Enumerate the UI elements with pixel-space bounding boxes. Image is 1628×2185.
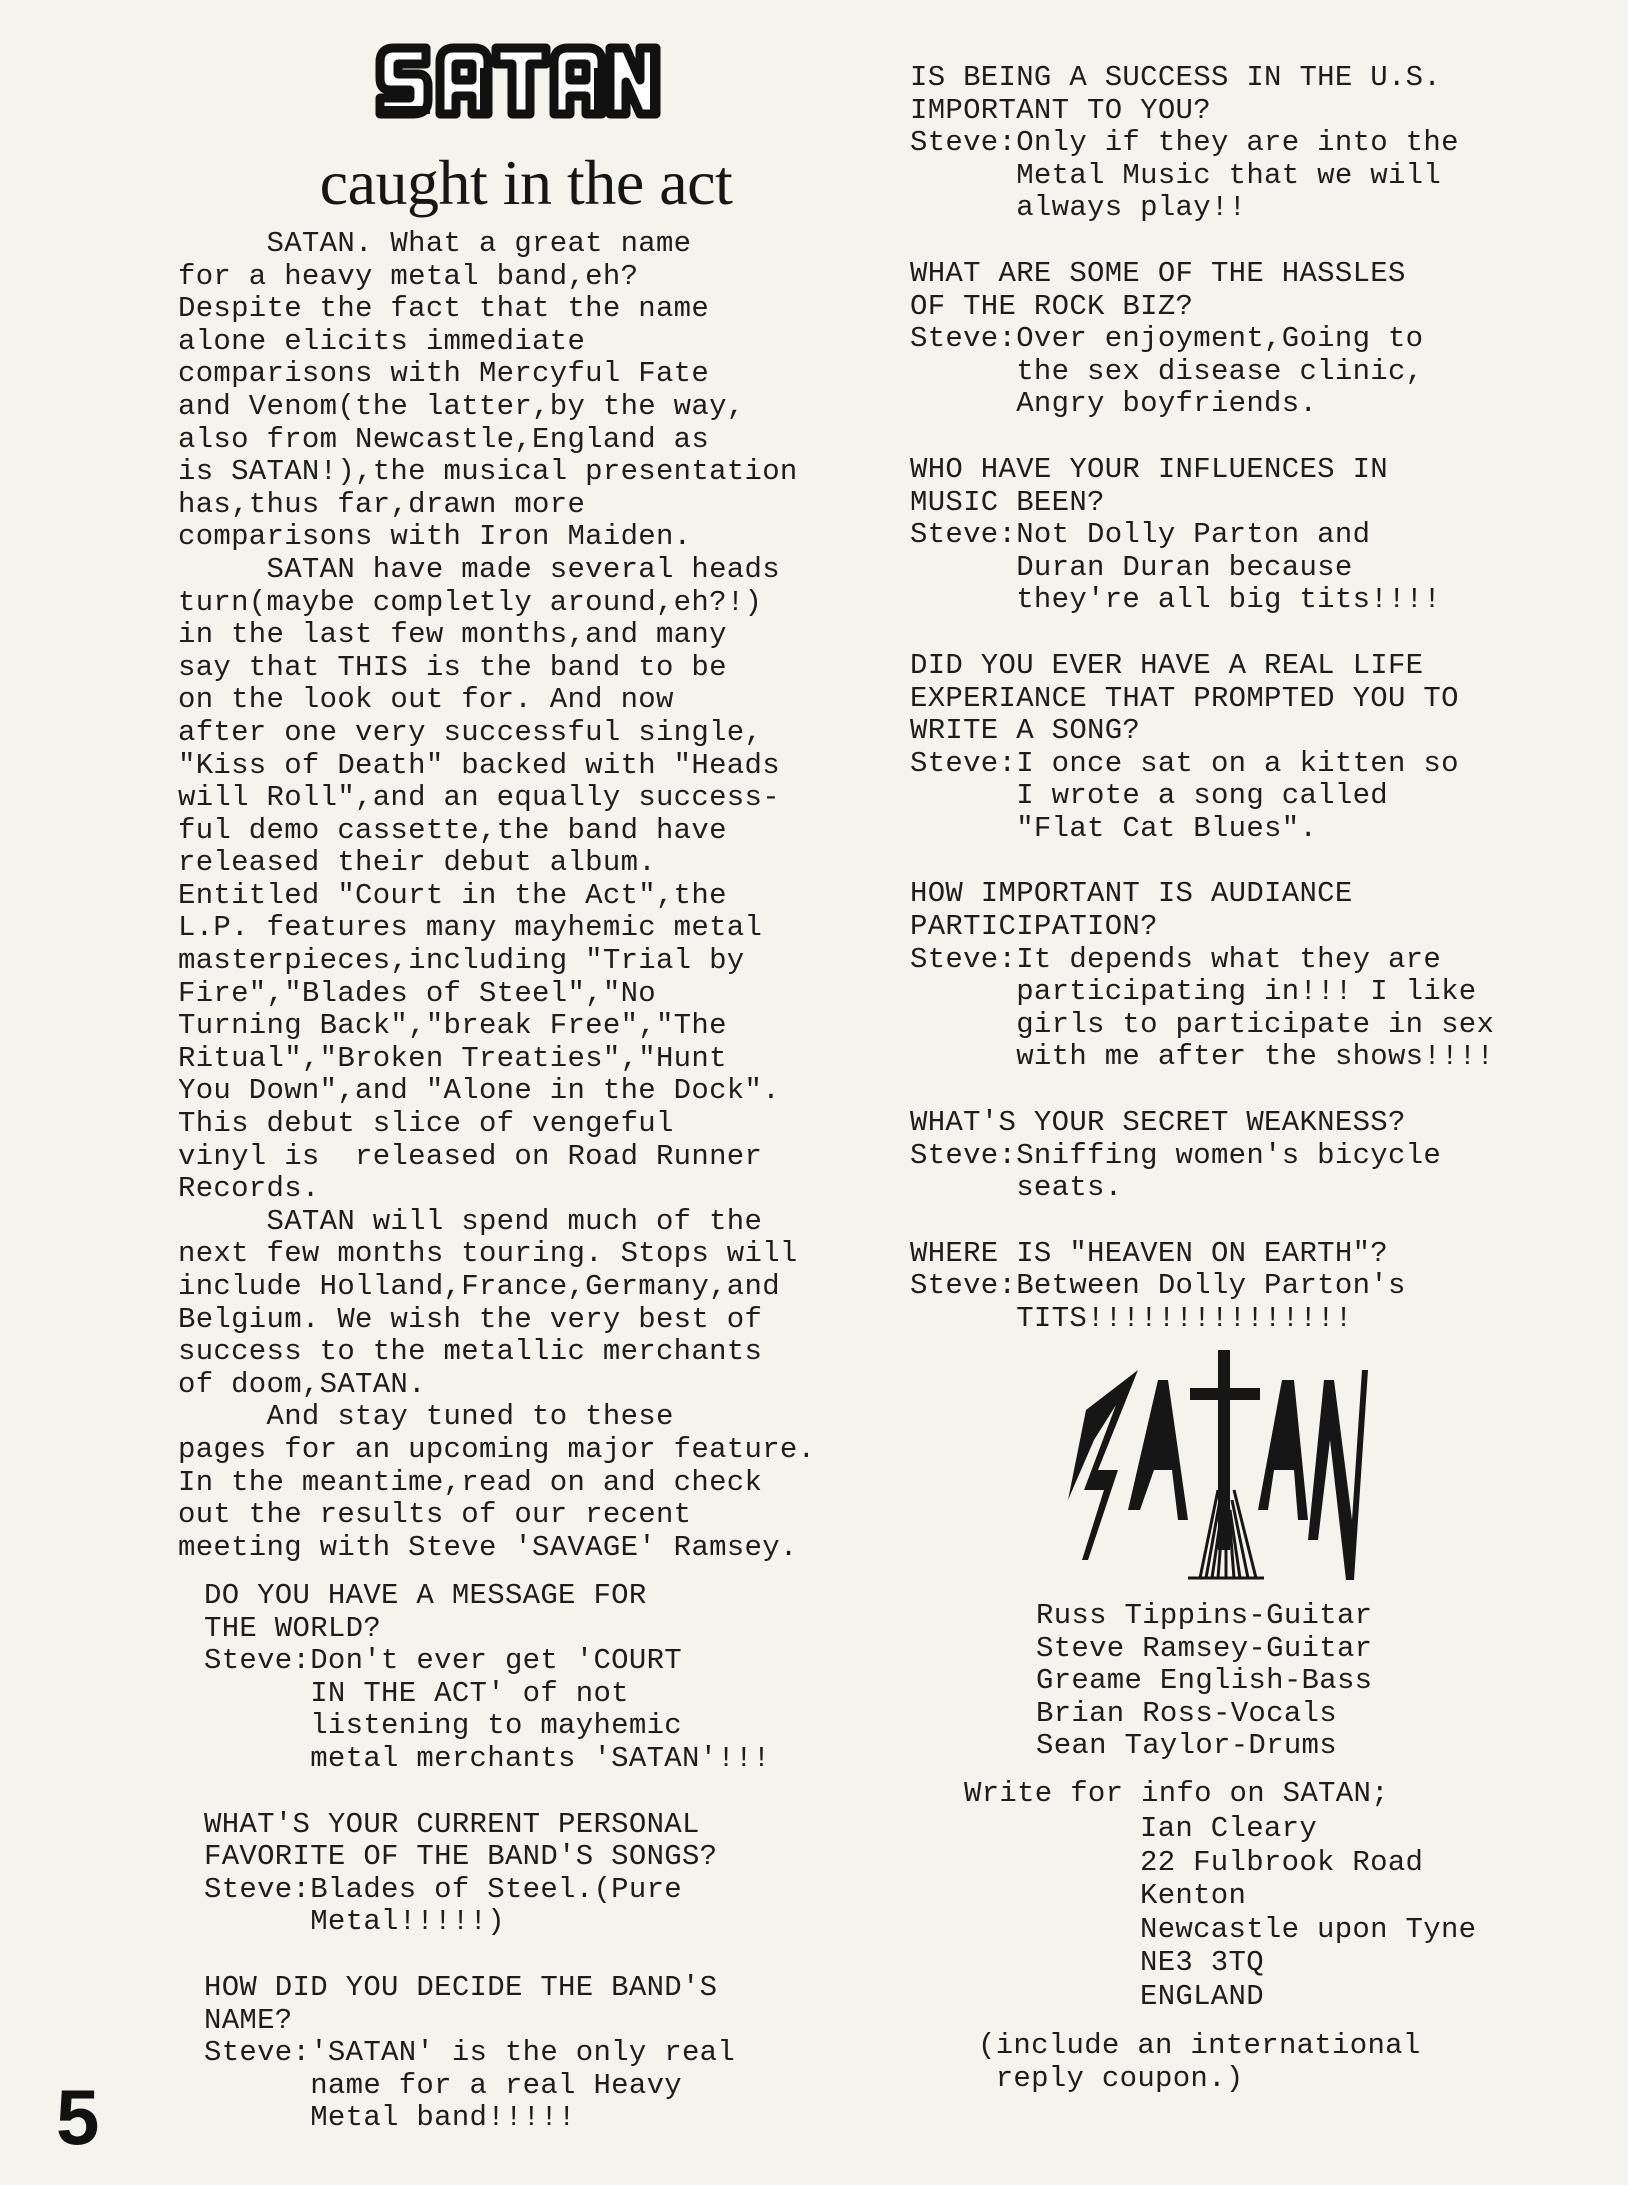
interview-question: WHO HAVE YOUR INFLUENCES IN MUSIC BEEN? [910, 452, 1388, 519]
address-line: ENGLAND [1140, 1979, 1264, 2013]
interview-question: DO YOU HAVE A MESSAGE FOR THE WORLD? [204, 1579, 647, 1645]
article-line: You Down",and "Alone in the Dock". [178, 1074, 780, 1108]
address-line: Kenton [1140, 1879, 1247, 1912]
interview-question: DID YOU EVER HAVE A REAL LIFE EXPERIANCE THAT PROMPTED YOU TO WRITE A SONG? [910, 648, 1459, 748]
masthead-logo [370, 40, 665, 122]
article-line: SATAN have made several heads [178, 552, 780, 586]
interview-qa [910, 258, 1494, 421]
article-line: ful demo cassette,the band have [178, 813, 727, 847]
article-line: next few months touring. Stops will [178, 1237, 798, 1271]
article-line: comparisons with Iron Maiden. [178, 520, 692, 554]
article-line: will Roll",and an equally success- [178, 781, 780, 815]
article-line: pages for an upcoming major feature. [178, 1432, 816, 1466]
headline: caught in the act [319, 147, 733, 218]
interview-answer: Steve:Not Dolly Parton and Duran Duran because they're all big tits!!!! [910, 518, 1442, 617]
article-line: comparisons with Mercyful Fate [178, 357, 710, 391]
interview-answer: Steve:Only if they are into the Metal Music that we will always play!! [910, 126, 1459, 225]
article-line: out the results of our recent [178, 1498, 692, 1532]
article-line: and Venom(the latter,by the way, [178, 389, 745, 423]
interview-qa [910, 878, 1494, 1074]
article-line: Despite the fact that the name [178, 292, 710, 326]
article-line: In the meantime,read on and check [178, 1465, 763, 1499]
article-line: SATAN. What a great name [178, 227, 692, 260]
article-line: after one very successful single, [178, 715, 763, 749]
intro-article [178, 228, 815, 1564]
interview-question: IS BEING A SUCCESS IN THE U.S. IMPORTANT TO YOU? [910, 61, 1442, 127]
article-line: released their debut album. [178, 846, 656, 880]
address-line: NE3 3TQ [1140, 1946, 1264, 1979]
interview-answer: Steve:Sniffing women's bicycle seats. [910, 1138, 1442, 1205]
band-member: Greame English-Bass [1036, 1664, 1373, 1698]
article-line: in the last few months,and many [178, 618, 727, 652]
interview-answer: Steve:I once sat on a kitten so I wrote a song called "Flat Cat Blues". [910, 746, 1459, 845]
interview-answer: Steve:Don't ever get 'COURT IN THE ACT' of not listening to mayhemic metal merchants 'SATAN'!!! [204, 1644, 771, 1775]
article-line: for a heavy metal band,eh? [178, 259, 639, 293]
interview-answer: Steve:Blades of Steel.(Pure Metal!!!!!) [204, 1872, 682, 1939]
interview-question: WHAT'S YOUR CURRENT PERSONAL FAVORITE OF THE BAND'S SONGS? [204, 1807, 718, 1874]
interview-answer: Steve:It depends what they are participating in!!! I like girls to participate in sex with me after the shows!!!! [910, 942, 1495, 1074]
interview-qa [204, 1809, 771, 1939]
interview-answer: Steve:Between Dolly Parton's TITS!!!!!!!!!!!!!!! [910, 1269, 1406, 1335]
interview-qa [204, 1972, 771, 2135]
article-line: Belgium. We wish the very best of [178, 1302, 763, 1336]
article-line: SATAN will spend much of the [178, 1204, 763, 1238]
article-line: also from Newcastle,England as [178, 422, 710, 456]
article-line: Turning Back","break Free","The [178, 1009, 727, 1043]
interview-right-column [910, 62, 1494, 1369]
band-member: Russ Tippins-Guitar [1036, 1599, 1373, 1632]
article-line: has,thus far,drawn more [178, 487, 586, 521]
article-line: say that THIS is the band to be [178, 650, 727, 684]
interview-question: HOW IMPORTANT IS AUDIANCE PARTICIPATION? [910, 877, 1353, 944]
article-line: of doom,SATAN. [178, 1367, 426, 1401]
contact-address [1140, 1812, 1476, 2013]
address-line: Ian Cleary [1140, 1812, 1318, 1845]
page-number: 5 [56, 2073, 100, 2161]
article-line: "Kiss of Death" backed with "Heads [178, 748, 780, 782]
band-member: Sean Taylor-Drums [1036, 1729, 1337, 1763]
article-line: alone elicits immediate [178, 324, 586, 358]
article-line: on the look out for. And now [178, 683, 674, 717]
contact-lead: Write for info on SATAN; [964, 1777, 1389, 1810]
article-line: Records. [178, 1172, 320, 1206]
coupon-note: (include an international reply coupon.) [978, 2029, 1421, 2095]
article-line: Entitled "Court in the Act",the [178, 878, 727, 912]
interview-question: HOW DID YOU DECIDE THE BAND'S NAME? [204, 1970, 718, 2037]
article-line: turn(maybe completly around,eh?!) [178, 585, 763, 619]
article-line: vinyl is released on Road Runner [178, 1139, 763, 1173]
interview-answer: Steve:'SATAN' is the only real name for a real Heavy Metal band!!!!! [204, 2036, 736, 2135]
interview-qa [910, 1107, 1494, 1205]
article-line: masterpieces,including "Trial by [178, 944, 745, 978]
band-members [1036, 1600, 1372, 1763]
article-line: And stay tuned to these [178, 1400, 674, 1434]
article-line: is SATAN!),the musical presentation [178, 455, 798, 489]
article-line: This debut slice of vengeful [178, 1107, 674, 1141]
interview-question: WHERE IS "HEAVEN ON EARTH"? [910, 1236, 1388, 1270]
band-member: Steve Ramsey-Guitar [1036, 1631, 1373, 1665]
interview-question: WHAT ARE SOME OF THE HASSLES OF THE ROCK BIZ? [910, 256, 1406, 323]
interview-answer: Steve:Over enjoyment,Going to the sex disease clinic, Angry boyfriends. [910, 322, 1424, 421]
article-line: include Holland,France,Germany,and [178, 1270, 780, 1303]
article-line: success to the metallic merchants [178, 1335, 763, 1369]
interview-qa [910, 650, 1494, 846]
interview-question: WHAT'S YOUR SECRET WEAKNESS? [910, 1106, 1406, 1140]
address-line: Newcastle upon Tyne [1140, 1912, 1477, 1946]
interview-left-column [204, 1580, 771, 2168]
interview-qa [910, 1238, 1494, 1336]
article-line: L.P. features many mayhemic metal [178, 911, 763, 945]
interview-qa [910, 454, 1494, 617]
article-line: Fire","Blades of Steel","No [178, 976, 656, 1010]
band-member: Brian Ross-Vocals [1036, 1696, 1337, 1730]
article-line: Ritual","Broken Treaties","Hunt [178, 1041, 727, 1075]
interview-qa [910, 62, 1494, 225]
article-line: meeting with Steve 'SAVAGE' Ramsey. [178, 1530, 798, 1564]
address-line: 22 Fulbrook Road [1140, 1845, 1424, 1879]
band-logo [1068, 1350, 1368, 1580]
interview-qa [204, 1580, 771, 1776]
